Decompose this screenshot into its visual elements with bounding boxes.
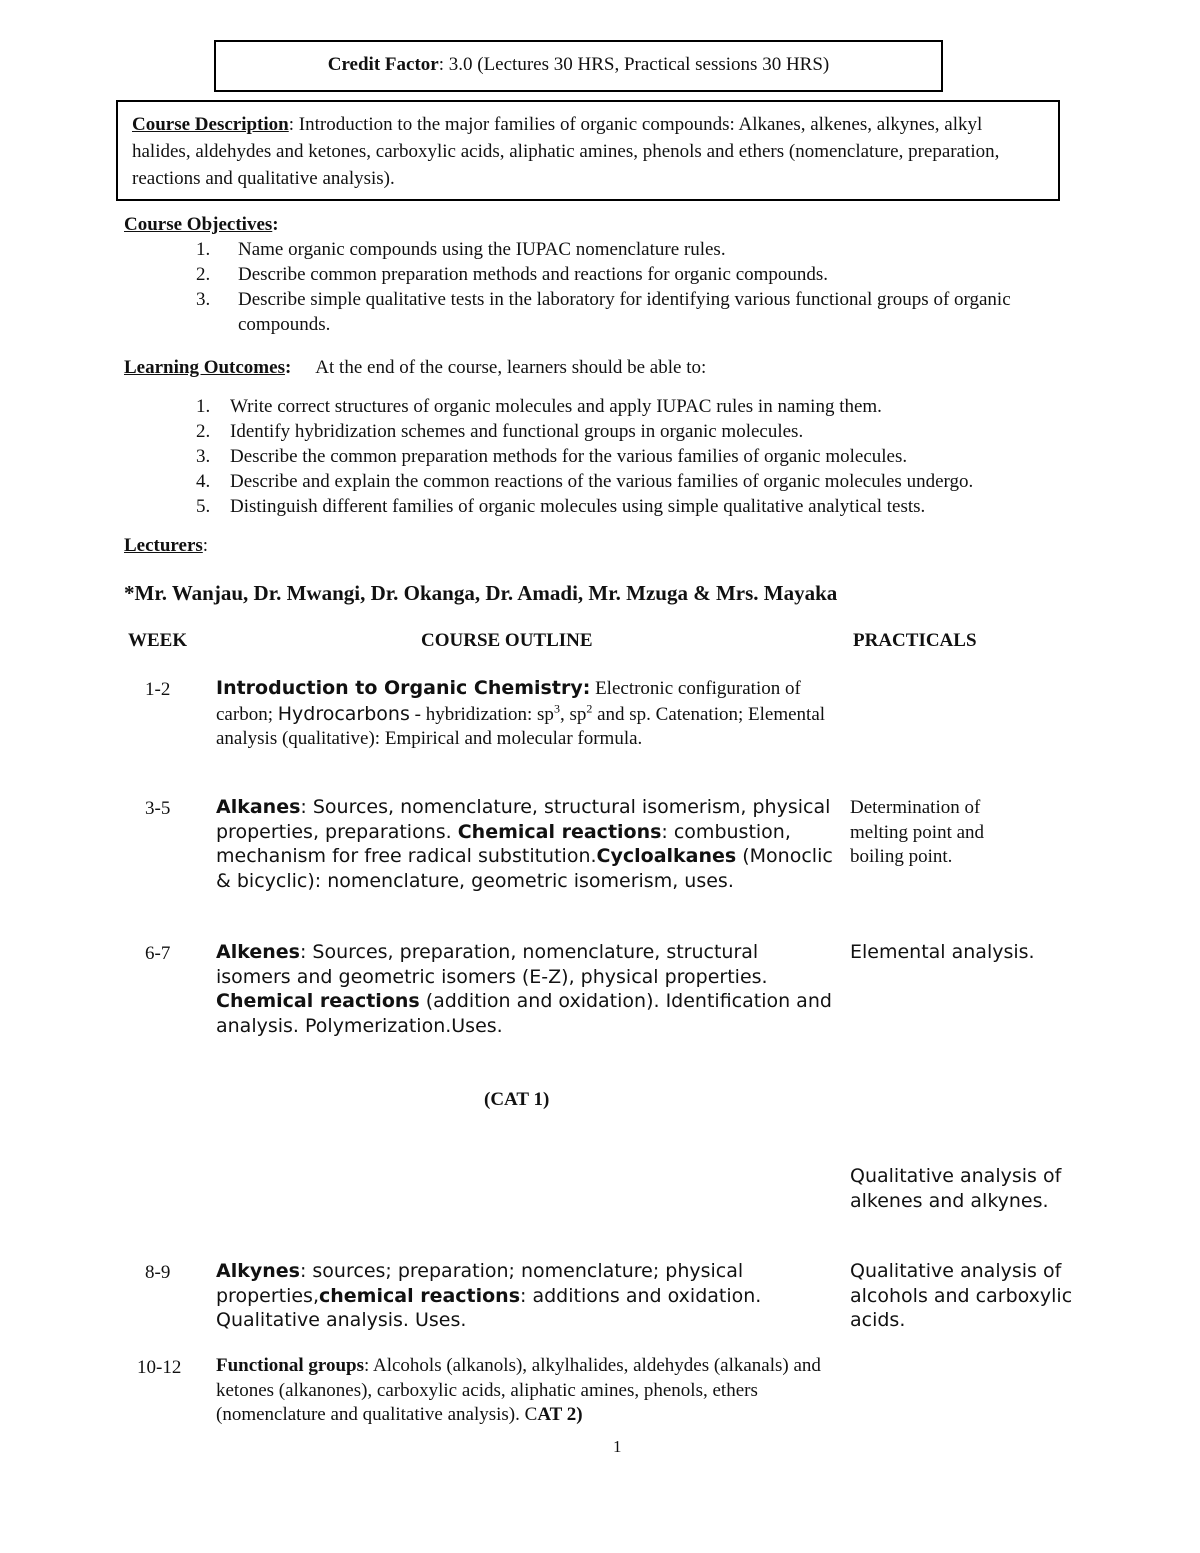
practical-cell: Determination of melting point and boiling point.: [850, 797, 985, 867]
topic-text: : Alcohols (alkanols), alkylhalides, aldehydes (alkanals) and ketones (alkanones), carboxylic acids, aliphatic amines, phenols, ethers (nomenclature and qualitative analysis). C: [216, 1355, 821, 1425]
header-week: WEEK: [128, 630, 188, 651]
course-outline-cell: [216, 795, 836, 893]
list-item: [196, 469, 1096, 494]
topic-title: Alkenes: [216, 941, 300, 963]
topic-emphasis: Cycloalkanes: [596, 845, 737, 867]
week-cell: 10-12: [137, 1357, 182, 1378]
list-item: [196, 444, 1096, 469]
topic-title: Introduction to Organic Chemistry:: [216, 677, 591, 699]
topic-text: : additions and oxidation. Qualitative analysis. Uses.: [216, 1284, 762, 1331]
item-text: Describe common preparation methods and reactions for organic compounds.: [238, 264, 829, 285]
item-text: Describe the common preparation methods for the various families of organic molecules.: [230, 446, 908, 467]
list-item: [196, 394, 1096, 419]
learning-outcomes-list: [196, 394, 1096, 519]
course-objectives-section: [124, 212, 1064, 337]
topic-text: Hydrocarbons: [277, 702, 410, 725]
cat-1-label: (CAT 1): [484, 1089, 550, 1110]
course-outline-cell: [216, 1259, 836, 1333]
item-text: Name organic compounds using the IUPAC nomenclature rules.: [238, 239, 726, 260]
topic-text: (Monoclic & bicyclic): nomenclature, geometric isomerism, uses.: [216, 845, 833, 892]
topic-text: : sources; preparation; nomenclature; physical properties,: [216, 1260, 744, 1307]
topic-text: - hybridization: sp: [409, 703, 554, 725]
item-text: Distinguish different families of organic molecules using simple qualitative analytical tests.: [230, 496, 926, 517]
list-item: [196, 419, 1096, 444]
course-description-box: [116, 100, 1060, 201]
week-cell: 3-5: [145, 798, 171, 819]
topic-text: , sp: [559, 703, 587, 725]
topic-title: Functional groups: [216, 1355, 364, 1376]
week-cell: 6-7: [145, 943, 171, 964]
practical-cell: Qualitative analysis of alkenes and alkynes.: [850, 1165, 1062, 1212]
course-objectives-list: [196, 237, 1064, 337]
course-outline-cell: [216, 940, 836, 1038]
learning-outcomes-intro: At the end of the course, learners should be able to:: [315, 357, 707, 378]
item-text: Describe and explain the common reactions of the various families of organic molecules undergo.: [230, 471, 974, 492]
item-number: 2.: [196, 264, 211, 285]
course-description-label: Course Description: [132, 114, 289, 135]
topic-text: and sp. Catenation; Elemental analysis (qualitative): Empirical and molecular formula.: [216, 703, 826, 749]
list-item: [196, 287, 1064, 337]
item-number: 1.: [196, 396, 211, 417]
topic-title: Alkynes: [216, 1260, 300, 1282]
header-course-outline: COURSE OUTLINE: [421, 630, 593, 651]
superscript: 2: [586, 701, 593, 716]
lecturers-heading-line: [124, 533, 208, 558]
learning-outcomes-heading: Learning Outcomes: [124, 357, 285, 378]
topic-text: Electronic configuration of carbon;: [216, 678, 801, 725]
topic-emphasis: Chemical reactions: [216, 990, 420, 1012]
lecturers-names: *Mr. Wanjau, Dr. Mwangi, Dr. Okanga, Dr. Amadi, Mr. Mzuga & Mrs. Mayaka: [124, 581, 838, 605]
topic-emphasis: chemical reactions: [319, 1284, 521, 1307]
week-cell: 8-9: [145, 1262, 171, 1283]
item-text: Describe simple qualitative tests in the laboratory for identifying various functional groups of organic compounds.: [238, 289, 1011, 335]
topic-text: : Sources, nomenclature, structural isomerism, physical properties, preparations.: [216, 796, 831, 843]
practical-cell: Qualitative analysis of alcohols and carboxylic acids.: [850, 1260, 1073, 1331]
week-cell: 1-2: [145, 679, 171, 700]
course-outline-cell: [216, 1354, 836, 1428]
superscript: 3: [553, 701, 560, 716]
lecturers-heading: Lecturers: [124, 535, 203, 556]
topic-text: (addition and oxidation). Identification and analysis. Polymerization.Uses.: [216, 990, 832, 1037]
item-number: 4.: [196, 471, 211, 492]
header-practicals: PRACTICALS: [853, 630, 977, 651]
topic-title: Alkanes: [216, 796, 301, 818]
list-item: [196, 262, 1064, 287]
credit-factor-box: [214, 40, 943, 92]
learning-outcomes-section: [124, 355, 1084, 380]
course-outline-cell: [216, 676, 836, 752]
item-text: Identify hybridization schemes and functional groups in organic molecules.: [230, 421, 804, 442]
course-objectives-heading: Course Objectives: [124, 214, 273, 235]
course-description-text: : Introduction to the major families of organic compounds: Alkanes, alkenes, alkynes, alkyl halides, aldehydes and ketones, carboxylic acids, aliphatic amines, phenols and ethers (nomenclature, preparation, reactions and qualitative analysis).: [132, 114, 1000, 189]
topic-emphasis: AT 2): [537, 1404, 583, 1425]
item-number: 1.: [196, 239, 211, 260]
item-number: 2.: [196, 421, 211, 442]
course-objectives-colon: :: [272, 214, 279, 235]
item-number: 5.: [196, 496, 211, 517]
credit-factor-label: Credit Factor: [327, 54, 439, 75]
topic-text: : Sources, preparation, nomenclature, structural isomers and geometric isomers (E-Z), physical properties.: [216, 941, 768, 988]
topic-emphasis: Chemical reactions: [457, 820, 662, 843]
list-item: [196, 494, 1096, 519]
lecturers-colon: :: [202, 535, 209, 556]
list-item: [196, 237, 1064, 262]
item-number: 3.: [196, 289, 211, 310]
page-number: 1: [613, 1437, 622, 1456]
item-text: Write correct structures of organic molecules and apply IUPAC rules in naming them.: [230, 396, 882, 417]
learning-outcomes-colon: :: [284, 357, 292, 378]
topic-text: : combustion, mechanism for free radical substitution.: [216, 820, 791, 867]
practical-cell: Elemental analysis.: [850, 941, 1035, 963]
credit-factor-text: : 3.0 (Lectures 30 HRS, Practical sessions 30 HRS): [438, 54, 830, 75]
item-number: 3.: [196, 446, 211, 467]
